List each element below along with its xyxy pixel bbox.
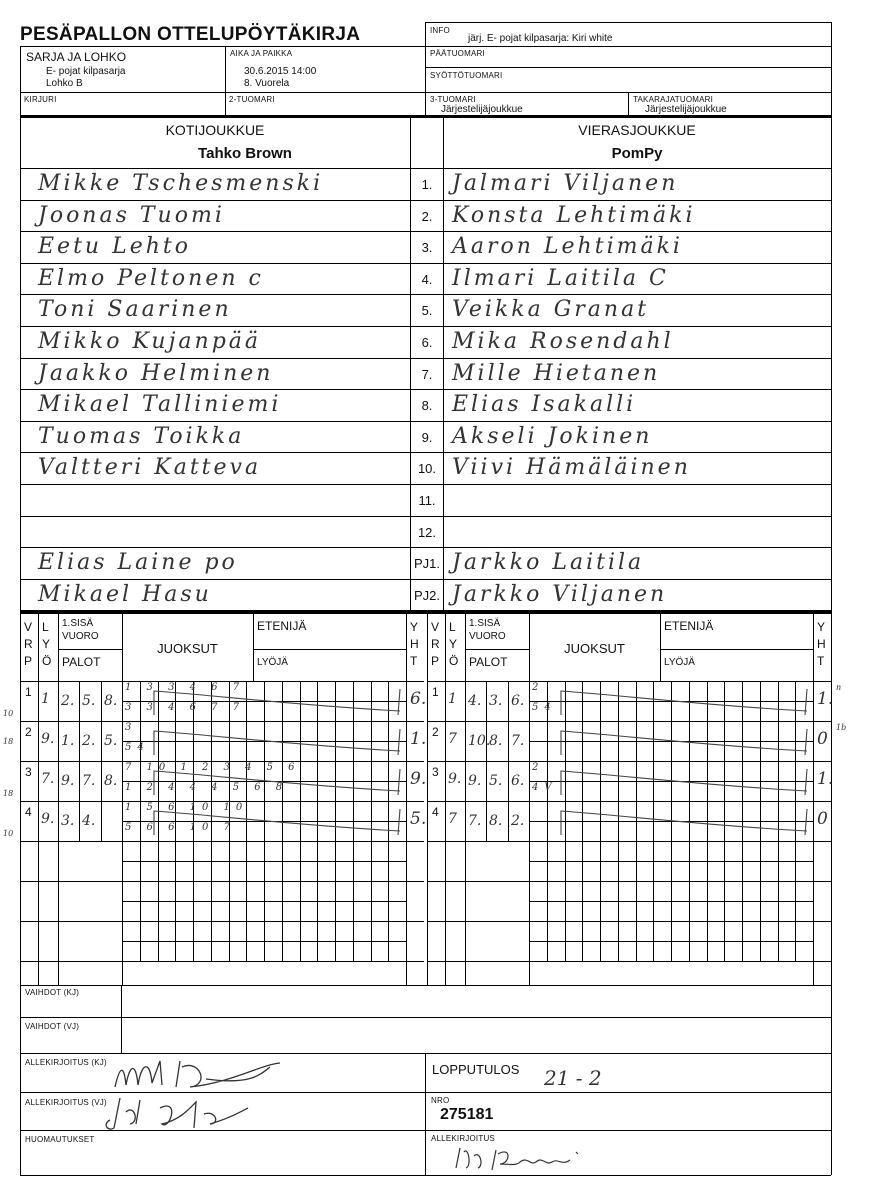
away-run-stroke <box>559 687 819 717</box>
away-lyo-header: L Y Ö <box>449 620 459 668</box>
home-inning-lyo: 9. <box>41 731 55 747</box>
away-inning-palo: 2. <box>511 813 525 829</box>
away-run-stroke <box>559 767 819 797</box>
roster-number: PJ1. <box>413 556 440 571</box>
home-etenija-header: ETENIJÄ <box>257 619 307 633</box>
home-player-name: Valtteri Katteva <box>38 455 262 480</box>
final-score-label: LOPPUTULOS <box>432 1062 520 1077</box>
scorer-label: KIRJURI <box>24 95 57 104</box>
away-team-name: PomPy <box>611 145 663 162</box>
roster-number: 7. <box>421 367 433 382</box>
home-inning-palo: 2. <box>61 693 75 709</box>
away-inning-palo: 6. <box>511 693 525 709</box>
home-inning-palo: 3. <box>61 813 75 829</box>
signature-label: ALLEKIRJOITUS <box>431 1134 495 1143</box>
away-first-inside-header: 1.SISÄ VUORO <box>469 618 506 642</box>
home-inning-vrp: 4 <box>25 805 32 819</box>
time-value: 30.6.2015 14:00 <box>244 66 317 77</box>
series-block: Lohko B <box>46 78 83 89</box>
away-inning-palo: 9. <box>468 773 482 789</box>
away-run-stroke <box>559 807 819 837</box>
roster-number: 12. <box>417 525 437 540</box>
info-value: järj. E- pojat kilpasarja: Kiri white <box>468 33 613 44</box>
away-player-name: Mika Rosendahl <box>452 329 674 354</box>
home-lyo-header: L Y Ö <box>42 620 52 668</box>
roster-number: 2. <box>421 209 433 224</box>
time-place-label: AIKA JA PAIKKA <box>230 49 293 58</box>
home-player-name: Mikke Tschesmenski <box>38 171 324 196</box>
away-player-name: Ilmari Laitila C <box>452 266 669 291</box>
margin-note-right: 1b <box>836 723 847 732</box>
margin-note-left: 18 <box>3 789 14 798</box>
home-player-name: Elias Laine po <box>38 550 238 575</box>
away-player-name: Jarkko Laitila <box>452 550 645 575</box>
away-inning-palo: 3. <box>489 693 503 709</box>
home-player-name: Jaakko Helminen <box>38 361 274 386</box>
home-run-stroke <box>152 687 412 717</box>
away-vrp-header: V R P <box>431 620 440 668</box>
away-player-name: Aaron Lehtimäki <box>452 234 683 259</box>
home-inning-palo: 9. <box>61 773 75 789</box>
umpire3-label: 3-TUOMARI <box>430 95 476 104</box>
home-inning-lyo: 1 <box>41 691 50 707</box>
home-inning-palo: 2. <box>82 733 96 749</box>
home-run-stroke <box>152 807 412 837</box>
away-inning-lyo: 1 <box>448 691 457 707</box>
umpire3-value: Järjestelijäjoukkue <box>441 104 523 115</box>
home-player-name: Joonas Tuomi <box>38 203 225 228</box>
subs-vj-label: VAIHDOT (VJ) <box>25 1022 80 1031</box>
margin-note-left: 18 <box>3 737 14 746</box>
away-inning-runs-bottom: 4V <box>532 782 558 793</box>
home-player-name: Mikael Talliniemi <box>38 392 282 417</box>
home-player-name: Mikko Kujanpää <box>38 329 262 354</box>
home-run-stroke <box>152 727 412 757</box>
sig-kj-label: ALLEKIRJOITUS (KJ) <box>25 1058 107 1067</box>
margin-note-left: 10 <box>3 829 14 838</box>
home-inning-total: 9. <box>410 769 427 789</box>
away-etenija-header: ETENIJÄ <box>664 619 714 633</box>
roster-number: PJ2. <box>413 588 440 603</box>
away-inning-palo: 6. <box>511 773 525 789</box>
home-inning-total: 5. <box>410 809 427 829</box>
home-inning-palo: 7. <box>82 773 96 789</box>
away-inning-palo: 10. <box>468 733 491 749</box>
home-inning-palo: 8. <box>104 773 118 789</box>
home-player-name: Mikael Hasu <box>38 582 212 607</box>
away-player-name: Akseli Jokinen <box>452 424 653 449</box>
away-inning-vrp: 3 <box>432 765 439 779</box>
roster-number: 5. <box>421 303 433 318</box>
home-team-label: KOTIJOUKKUE <box>165 122 265 138</box>
home-inning-runs-bottom: 3 3 4 6 7 7 <box>125 702 246 713</box>
home-inning-palo: 1. <box>61 733 75 749</box>
signature-kj <box>110 1055 300 1095</box>
away-juoksut-header: JUOKSUT <box>564 641 625 656</box>
umpire2-label: 2-TUOMARI <box>229 95 275 104</box>
away-inning-total: 1. <box>817 689 834 709</box>
away-inning-palo: 5. <box>489 773 503 789</box>
signature-final <box>450 1142 600 1174</box>
home-inning-runs-top: 1 3 3 4 6 7 <box>125 682 246 693</box>
head-umpire-label: PÄÄTUOMARI <box>430 49 485 58</box>
away-player-name: Veikka Granat <box>452 297 650 322</box>
away-inning-total: 0 <box>817 729 828 749</box>
nro-value: 275181 <box>440 1106 494 1123</box>
home-first-inside-header: 1.SISÄ VUORO <box>62 618 99 642</box>
home-inning-runs-bottom: 1 2 4 4 4 5 6 8 <box>125 782 289 793</box>
away-inning-total: 0 <box>817 809 828 829</box>
home-palot-header: PALOT <box>62 655 101 669</box>
home-yht-header: Y H T <box>410 620 419 668</box>
away-run-stroke <box>559 727 819 757</box>
home-player-name: Elmo Peltonen c <box>38 266 264 291</box>
home-inning-runs-bottom: 5 6 6 10 7 <box>125 822 236 833</box>
home-lyoja-header: LYÖJÄ <box>257 657 288 668</box>
home-run-stroke <box>152 767 412 797</box>
roster-number: 4. <box>421 272 433 287</box>
series-value: E- pojat kilpasarja <box>46 66 126 77</box>
place-value: 8. Vuorela <box>244 78 290 89</box>
away-inning-lyo: 7 <box>448 811 457 827</box>
feed-umpire-label: SYÖTTÖTUOMARI <box>430 71 503 80</box>
home-inning-total: 6. <box>410 689 427 709</box>
away-inning-vrp: 4 <box>432 805 439 819</box>
roster-number: 6. <box>421 335 433 350</box>
away-player-name: Jarkko Viljanen <box>452 582 668 607</box>
remarks-label: HUOMAUTUKSET <box>25 1135 95 1144</box>
away-inning-lyo: 9. <box>448 771 462 787</box>
away-player-name: Mille Hietanen <box>452 361 661 386</box>
roster-number: 9. <box>421 430 433 445</box>
home-inning-palo: 8. <box>104 693 118 709</box>
home-juoksut-header: JUOKSUT <box>157 641 218 656</box>
home-inning-total: 1. <box>410 729 427 749</box>
away-inning-palo: 8. <box>489 733 503 749</box>
home-inning-runs-top: 3 <box>125 722 138 733</box>
series-label: SARJA JA LOHKO <box>26 50 127 64</box>
home-inning-lyo: 9. <box>41 811 55 827</box>
roster-number: 10. <box>417 461 437 476</box>
home-inning-vrp: 3 <box>25 765 32 779</box>
info-label: INFO <box>430 26 450 35</box>
form-title: PESÄPALLON OTTELUPÖYTÄKIRJA <box>20 24 361 45</box>
home-inning-lyo: 7. <box>41 771 55 787</box>
away-inning-runs-top: 2 <box>532 682 545 693</box>
home-inning-vrp: 1 <box>25 685 32 699</box>
away-inning-vrp: 1 <box>432 685 439 699</box>
away-player-name: Jalmari Viljanen <box>452 171 679 196</box>
home-player-name: Toni Saarinen <box>38 297 232 322</box>
home-team-name: Tahko Brown <box>198 145 292 162</box>
home-inning-palo: 4. <box>82 813 96 829</box>
away-player-name: Viivi Hämäläinen <box>452 455 691 480</box>
home-inning-runs-top: 7 10 1 2 3 4 5 6 <box>125 762 301 773</box>
away-inning-runs-bottom: 54 <box>532 702 557 713</box>
nro-label: NRO <box>431 1096 450 1105</box>
roster-number: 3. <box>421 240 433 255</box>
away-inning-palo: 7. <box>468 813 482 829</box>
away-inning-runs-top: 2 <box>532 762 545 773</box>
away-yht-header: Y H T <box>817 620 826 668</box>
away-inning-lyo: 7 <box>448 731 457 747</box>
final-score-value: 21 - 2 <box>544 1066 602 1090</box>
back-umpire-value: Järjestelijäjoukkue <box>645 104 727 115</box>
sig-vj-label: ALLEKIRJOITUS (VJ) <box>25 1098 107 1107</box>
away-inning-palo: 8. <box>489 813 503 829</box>
away-inning-total: 1. <box>817 769 834 789</box>
away-inning-palo: 7. <box>511 733 525 749</box>
home-player-name: Tuomas Toikka <box>38 424 245 449</box>
away-player-name: Elias Isakalli <box>452 392 637 417</box>
home-inning-runs-top: 1 5 6 10 10 <box>125 802 249 813</box>
home-player-name: Eetu Lehto <box>38 234 191 259</box>
home-inning-runs-bottom: 54 <box>125 742 150 753</box>
home-inning-palo: 5. <box>82 693 96 709</box>
home-vrp-header: V R P <box>24 620 33 668</box>
away-inning-vrp: 2 <box>432 725 439 739</box>
home-inning-vrp: 2 <box>25 725 32 739</box>
away-player-name: Konsta Lehtimäki <box>452 203 696 228</box>
away-palot-header: PALOT <box>469 655 508 669</box>
roster-number: 11. <box>418 493 436 508</box>
margin-note-right: n <box>836 683 842 692</box>
roster-number: 8. <box>421 398 433 413</box>
away-inning-palo: 4. <box>468 693 482 709</box>
away-team-label: VIERASJOUKKUE <box>578 122 696 138</box>
away-lyoja-header: LYÖJÄ <box>664 657 695 668</box>
back-umpire-label: TAKARAJATUOMARI <box>633 95 714 104</box>
margin-note-left: 10 <box>3 709 14 718</box>
signature-vj <box>100 1094 260 1134</box>
roster-number: 1. <box>421 177 433 192</box>
home-inning-palo: 5. <box>104 733 118 749</box>
subs-kj-label: VAIHDOT (KJ) <box>25 988 80 997</box>
